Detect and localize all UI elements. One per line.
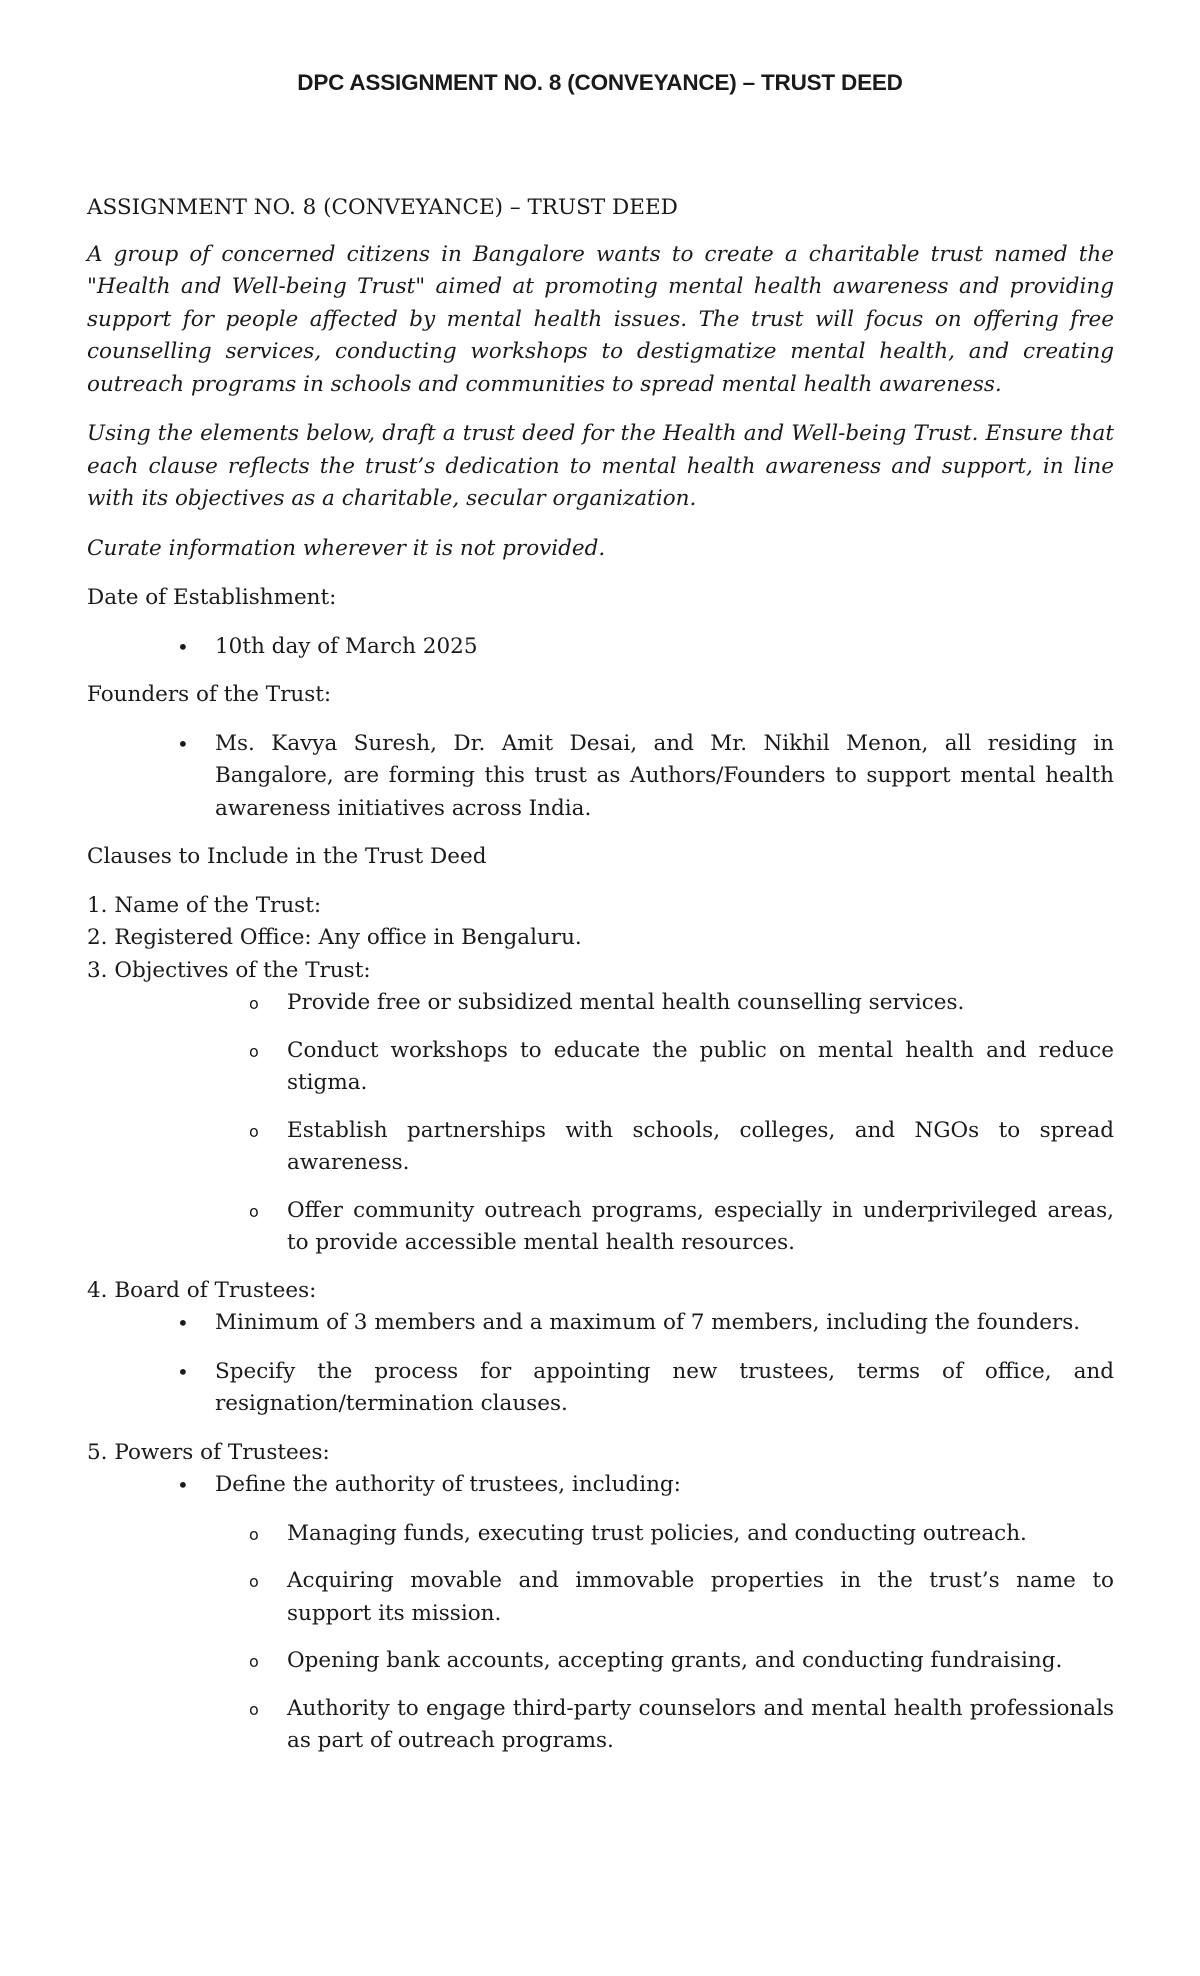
objective-text: Offer community outreach programs, especially in underprivileged areas, to provide accessible mental health resources. <box>287 1197 1114 1255</box>
founders-text: Ms. Kavya Suresh, Dr. Amit Desai, and Mr. Nikhil Menon, all residing in Bangalore, are forming this trust as Authors/Founders to support mental health awareness initiatives across India. <box>215 730 1114 821</box>
power-text: Authority to engage third-party counselors and mental health professionals as part of outreach programs. <box>287 1695 1114 1753</box>
board-item <box>87 1356 1114 1421</box>
bullet-icon: • <box>177 634 189 659</box>
board-item <box>87 1307 1114 1340</box>
instructions-paragraph: Using the elements below, draft a trust deed for the Health and Well-being Trust. Ensure that each clause reflects the trust’s dedication to mental health awareness and support, in line with its objectives as a charitable, secular organization. <box>87 421 1114 511</box>
establishment-label: Date of Establishment: <box>87 585 337 610</box>
powers-intro-text: Define the authority of trustees, including: <box>215 1472 681 1497</box>
circle-bullet-icon: o <box>249 1652 259 1671</box>
clause-board-of-trustees: 4. Board of Trustees: <box>87 1277 317 1303</box>
objective-item <box>87 1035 1114 1100</box>
document-body <box>87 192 1114 1773</box>
founders-label: Founders of the Trust: <box>87 682 332 707</box>
circle-bullet-icon: o <box>249 994 259 1013</box>
board-text: Specify the process for appointing new trustees, terms of office, and resignation/termination clauses. <box>215 1358 1114 1416</box>
founders-item <box>87 728 1114 826</box>
circle-bullet-icon: o <box>249 1572 259 1591</box>
circle-bullet-icon: o <box>249 1121 259 1141</box>
bullet-icon: • <box>177 1311 189 1335</box>
clauses-heading: Clauses to Include in the Trust Deed <box>87 844 487 869</box>
power-item <box>87 1565 1114 1630</box>
curate-note: Curate information wherever it is not provided. <box>87 535 606 561</box>
power-item <box>87 1518 1114 1551</box>
objective-text: Establish partnerships with schools, colleges, and NGOs to spread awareness. <box>287 1117 1114 1175</box>
page-header: DPC ASSIGNMENT NO. 8 (CONVEYANCE) – TRUST DEED <box>297 70 903 95</box>
power-text: Opening bank accounts, accepting grants, and conducting fundraising. <box>287 1648 1063 1673</box>
objective-text: Provide free or subsidized mental health counselling services. <box>287 990 965 1015</box>
objective-item <box>87 987 1114 1020</box>
clause-registered-office: 2. Registered Office: Any office in Bengaluru. <box>87 925 582 950</box>
establishment-date: 10th day of March 2025 <box>215 633 478 659</box>
board-text: Minimum of 3 members and a maximum of 7 members, including the founders. <box>215 1310 1081 1335</box>
objective-item <box>87 1195 1114 1260</box>
bullet-icon: • <box>177 731 189 756</box>
clause-objectives: 3. Objectives of the Trust: <box>87 957 371 983</box>
circle-bullet-icon: o <box>249 1524 259 1544</box>
powers-intro-item <box>87 1469 1114 1502</box>
bullet-icon: • <box>177 1473 189 1497</box>
clause-name-of-trust: 1. Name of the Trust: <box>87 892 322 918</box>
establishment-date-item <box>87 631 1114 664</box>
power-text: Managing funds, executing trust policies, and conducting outreach. <box>287 1520 1027 1546</box>
objective-text: Conduct workshops to educate the public on mental health and reduce stigma. <box>287 1037 1114 1095</box>
circle-bullet-icon: o <box>249 1699 259 1719</box>
assignment-heading: ASSIGNMENT NO. 8 (CONVEYANCE) – TRUST DEED <box>87 195 678 220</box>
power-item <box>87 1693 1114 1758</box>
clause-powers-of-trustees: 5. Powers of Trustees: <box>87 1439 330 1465</box>
objective-item <box>87 1115 1114 1180</box>
intro-paragraph: A group of concerned citizens in Bangalore wants to create a charitable trust named the "Health and Well-being Trust" aimed at promoting mental health awareness and providing support for people affected by mental health issues. The trust will focus on offering free counselling services, conducting workshops to destigmatize mental health, and creating outreach programs in schools and communities to spread mental health awareness. <box>87 241 1114 397</box>
circle-bullet-icon: o <box>249 1201 259 1221</box>
circle-bullet-icon: o <box>249 1041 259 1061</box>
bullet-icon: • <box>177 1359 189 1384</box>
power-item <box>87 1645 1114 1678</box>
power-text: Acquiring movable and immovable properties in the trust’s name to support its mission. <box>287 1568 1114 1626</box>
